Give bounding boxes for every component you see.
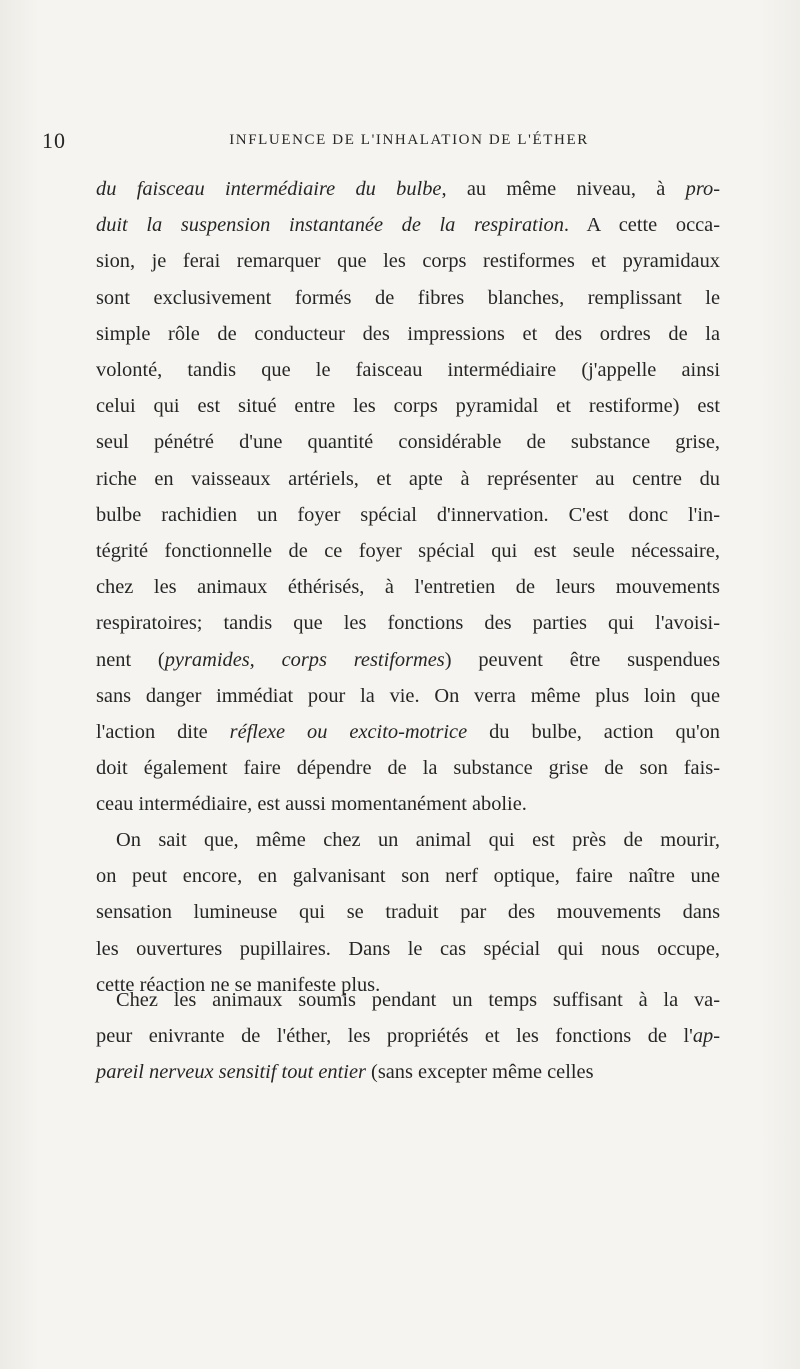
- text-line: [116, 827, 720, 853]
- text-line: [116, 987, 720, 1013]
- text-line: [96, 321, 720, 347]
- text-run: on peut encore, en galvanisant son nerf optique, faire naître une: [96, 865, 720, 888]
- text-line: [96, 683, 720, 709]
- text-run: Chez les animaux soumis pendant un temps suffisant à la va-: [116, 989, 720, 1011]
- text-run: simple rôle de conducteur des impressions et des ordres de la: [96, 322, 720, 345]
- page-header: [42, 128, 762, 158]
- text-run: sont exclusivement formés de fibres blanches, remplissant le: [96, 286, 720, 309]
- text-line: [96, 936, 720, 962]
- text-line: [96, 899, 720, 925]
- text-line: [96, 719, 720, 745]
- text-run: sensation lumineuse qui se traduit par des mouvements dans: [96, 901, 720, 924]
- italic-text: duit la suspension instantanée de la respiration: [96, 214, 564, 237]
- text-line: [96, 538, 720, 564]
- text-line: [96, 791, 720, 817]
- text-run: cette réaction ne se manifeste plus.: [96, 973, 381, 996]
- text-run: , au même niveau, à: [441, 178, 686, 200]
- text-line: [96, 212, 720, 238]
- text-run: respiratoires; tandis que les fonctions des parties qui l'avoisi-: [96, 612, 720, 635]
- italic-text: pyramides, corps restiformes: [164, 648, 445, 671]
- text-run: ) peuvent être suspendues: [444, 648, 720, 671]
- text-run: sans danger immédiat pour la vie. On verra même plus loin que: [96, 684, 720, 707]
- text-run: chez les animaux éthérisés, à l'entretien de leurs mouvements: [96, 576, 720, 599]
- italic-text: réflexe ou excito-motrice: [229, 721, 468, 743]
- text-line: [96, 610, 720, 636]
- text-run: bulbe rachidien un foyer spécial d'innervation. C'est donc l'in-: [96, 503, 720, 526]
- italic-text: ap-: [692, 1025, 720, 1048]
- text-run: ceau intermédiaire, est aussi momentanément abolie.: [96, 793, 527, 816]
- text-line: [96, 176, 720, 202]
- text-line: [96, 466, 720, 492]
- text-line: [96, 429, 720, 455]
- text-run: peur enivrante de l'éther, les propriétés et les fonctions de l': [96, 1025, 693, 1048]
- text-run: doit également faire dépendre de la substance grise de son fais-: [96, 757, 720, 780]
- text-run: les ouvertures pupillaires. Dans le cas spécial qui nous occupe,: [96, 937, 720, 960]
- page-number: 10: [42, 128, 66, 153]
- text-line: [96, 1059, 720, 1085]
- text-run: (sans excepter même celles: [365, 1061, 594, 1084]
- text-line: [96, 285, 720, 311]
- text-run: tégrité fonctionnelle de ce foyer spécial qui est seule nécessaire,: [96, 540, 720, 562]
- running-title: INFLUENCE DE L'INHALATION DE L'ÉTHER: [229, 132, 589, 148]
- text-run: volonté, tandis que le faisceau intermédiaire (j'appelle ainsi: [96, 359, 720, 381]
- text-run: On sait que, même chez un animal qui est près de mourir,: [116, 829, 720, 851]
- italic-text: pareil nerveux sensitif tout entier: [96, 1061, 366, 1084]
- text-line: [96, 863, 720, 889]
- text-line: [96, 1023, 720, 1049]
- text-run: du bulbe, action qu'on: [467, 721, 721, 743]
- italic-text: pro-: [685, 178, 720, 200]
- text-run: riche en vaisseaux artériels, et apte à représenter au centre du: [96, 467, 720, 490]
- text-run: nent (: [96, 648, 165, 671]
- text-run: sion, je ferai remarquer que les corps restiformes et pyramidaux: [96, 250, 720, 273]
- text-run: celui qui est situé entre les corps pyramidal et restiforme) est: [96, 395, 720, 418]
- text-run: . A cette occa-: [563, 214, 721, 237]
- text-line: [96, 357, 720, 383]
- italic-text: du faisceau intermédiaire du bulbe: [96, 178, 442, 200]
- text-line: [96, 248, 720, 274]
- text-run: seul pénétré d'une quantité considérable de substance grise,: [96, 431, 720, 454]
- text-line: [96, 393, 720, 419]
- text-line: [96, 647, 720, 673]
- text-line: [96, 502, 720, 528]
- text-line: [96, 755, 720, 781]
- text-run: l'action dite: [96, 721, 230, 743]
- text-line: [96, 574, 720, 600]
